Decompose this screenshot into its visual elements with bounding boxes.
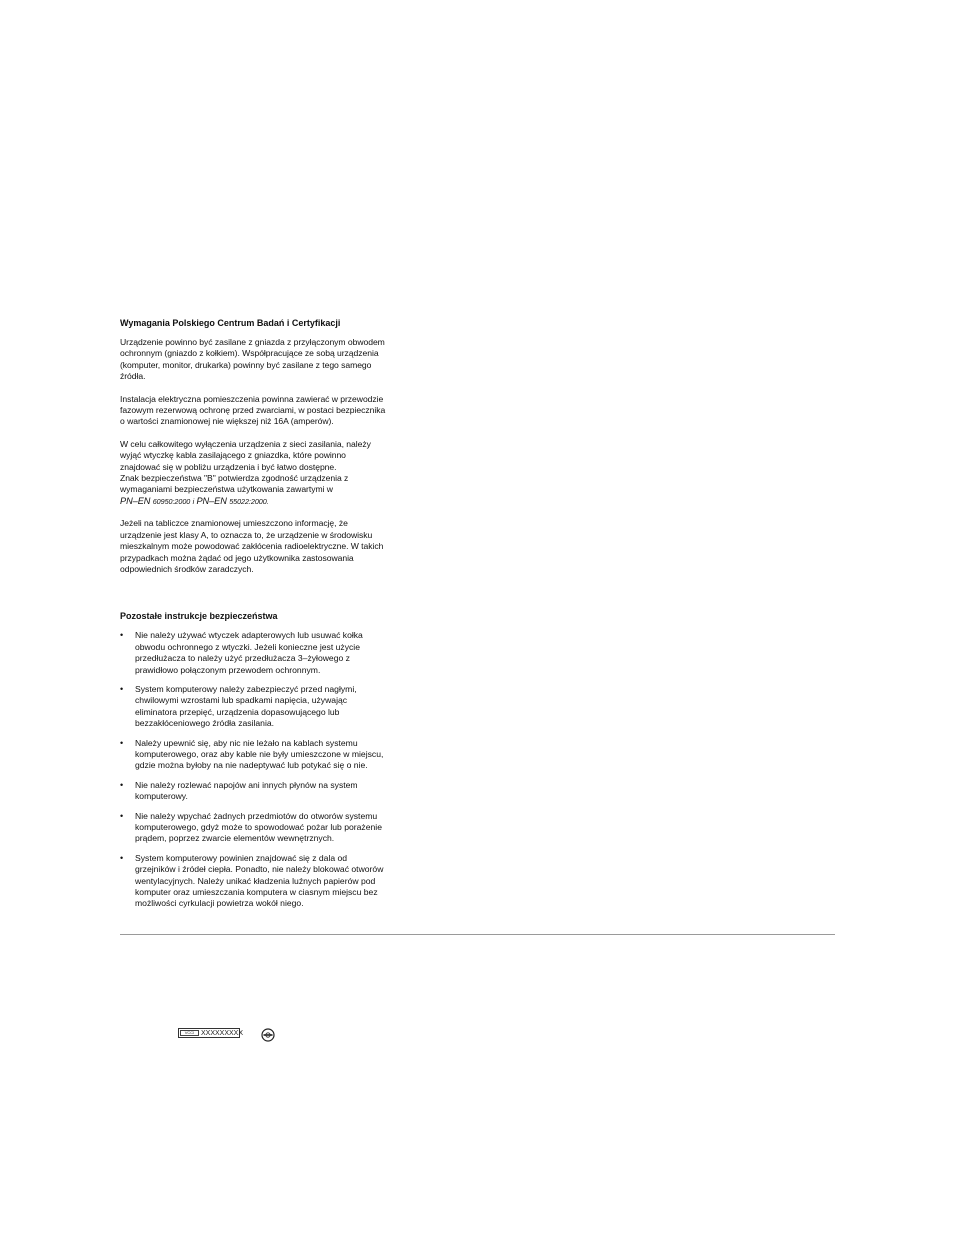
section-heading-other-safety: Pozostałe instrukcje bezpieczeństwa [120, 611, 278, 622]
text-line: Jeżeli na tabliczce znamionowej umieszczono informację, że [120, 518, 348, 529]
text-line: znajdować się w pobliżu urządzenia i być łatwo dostępne. [120, 461, 337, 472]
text-line: możliwości cyrkulacji powietrza wokół niego. [135, 898, 304, 909]
safety-instructions-list [120, 630, 420, 910]
standard-number: 55022:2000. [229, 496, 269, 506]
text-line: Nie należy rozlewać napojów ani innych płynów na system [135, 779, 358, 790]
text-line: komputer oraz umieszczania komputera w ciasnym miejscu bez [135, 887, 378, 898]
text-line: urządzenie jest klasy A, to oznacza to, że urządzenie w środowisku [120, 529, 373, 540]
text-line: Nie należy wpychać żadnych przedmiotów do otworów systemu [135, 810, 378, 821]
text-line: System komputerowy powinien znajdować się z dala od [135, 852, 348, 863]
standard-number: 60950:2000 [152, 496, 191, 506]
bullet-icon: • [120, 683, 124, 694]
regulatory-label [178, 1028, 244, 1038]
text-line: chwilowymi wzrostami lub spadkami napięcia, używając [135, 695, 348, 706]
list-item [120, 853, 420, 910]
paragraph-installation [120, 394, 420, 428]
label-logo: VCCI [180, 1030, 199, 1036]
text-line: przypadkach można żądać od jego użytkownika zastosowania [120, 552, 354, 563]
text-line: (komputer, monitor, drukarka) powinny być zasilane z tego samego [120, 359, 372, 370]
text-line: System komputerowy należy zabezpieczyć przed nagłymi, [135, 683, 357, 694]
section-spacer [120, 586, 420, 610]
text-line: odpowiednich środków zaradczych. [120, 563, 254, 574]
bullet-icon: • [120, 737, 124, 748]
text-line: gdzie można byłoby na nie nadeptywać lub potykać się o nie. [135, 760, 368, 771]
text-line: wentylacyjnych. Należy unikać kładzenia luźnych papierów pod [135, 875, 376, 886]
paragraph-grounding [120, 337, 420, 383]
standard-prefix: PN–EN [120, 495, 151, 506]
section-heading-pcbc: Wymagania Polskiego Centrum Badań i Certyfikacji [120, 318, 341, 328]
horizontal-divider [120, 934, 835, 935]
text-line: prawidłowo połączonym przewodem ochronnym. [135, 664, 321, 675]
text-line: komputerowego, gdyż może to spowodować pożar lub porażenie [135, 822, 382, 832]
text-line: bezzakłóceniowego źródła zasilania. [135, 718, 275, 729]
text-line: ochronnym (gniazdo z kołkiem). Współpracujące ze sobą urządzenia [120, 348, 379, 359]
text-line: Instalacja elektryczna pomieszczenia powinna zawierać w przewodzie [120, 393, 384, 404]
standards-line [120, 496, 420, 507]
text-line: W celu całkowitego wyłączenia urządzenia z sieci zasilania, należy [120, 438, 371, 449]
text-line: wymaganiami bezpieczeństwa użytkowania zawartymi w [120, 484, 333, 495]
text-line: wyjąć wtyczkę kabla zasilającego z gniazdka, które powinno [120, 450, 346, 461]
text-line: źródła. [120, 371, 146, 382]
list-item [120, 684, 420, 730]
list-item [120, 780, 420, 803]
paragraph-disconnect [120, 439, 420, 507]
text-line: Nie należy używać wtyczek adapterowych lub usuwać kołka [135, 630, 363, 641]
paragraph-class-a [120, 518, 420, 575]
list-item [120, 630, 420, 676]
text-line: komputerowego, oraz aby kable nie były umieszczone w miejscu, [135, 748, 384, 759]
text-line: Należy upewnić się, aby nic nie leżało na kablach systemu [135, 737, 358, 748]
text-line: prądem, poprzez zwarcie elementów wewnętrznych. [135, 833, 335, 844]
text-line: o wartości znamionowej nie większej niż 16A (amperów). [120, 416, 334, 427]
bullet-icon: • [120, 852, 124, 863]
text-line: fazowym rezerwową ochronę przed zwarciami, w postaci bezpiecznika [120, 405, 386, 416]
list-item [120, 811, 420, 845]
bullet-icon: • [120, 779, 124, 790]
text-line: mieszkalnym może powodować zakłócenia radioelektryczne. W takich [120, 541, 384, 552]
bullet-icon: • [120, 630, 124, 641]
text-line: eliminatora przepięć, urządzenia dopasowującego lub [135, 706, 340, 717]
standard-conjunction: i [192, 496, 195, 506]
text-line: Znak bezpieczeństwa "B" potwierdza zgodność urządzenia z [120, 473, 349, 484]
certification-mark-icon [260, 1028, 276, 1047]
text-line: Urządzenie powinno być zasilane z gniazda z przyłączonym obwodem [120, 337, 385, 347]
text-line: obwodu ochronnego z wtyczki. Jeżeli konieczne jest użycie [135, 641, 360, 652]
list-item [120, 738, 420, 772]
document-content [120, 317, 420, 918]
text-line: przedłużacza to należy użyć przedłużacza 3–żyłowego z [135, 653, 350, 664]
label-serial: XXXXXXXXX [201, 1030, 244, 1037]
text-line: grzejników i źródeł ciepła. Ponadto, nie należy blokować otworów [135, 864, 384, 875]
text-line: komputerowy. [135, 791, 188, 802]
bullet-icon: • [120, 810, 124, 821]
standard-prefix: PN–EN [196, 495, 227, 506]
